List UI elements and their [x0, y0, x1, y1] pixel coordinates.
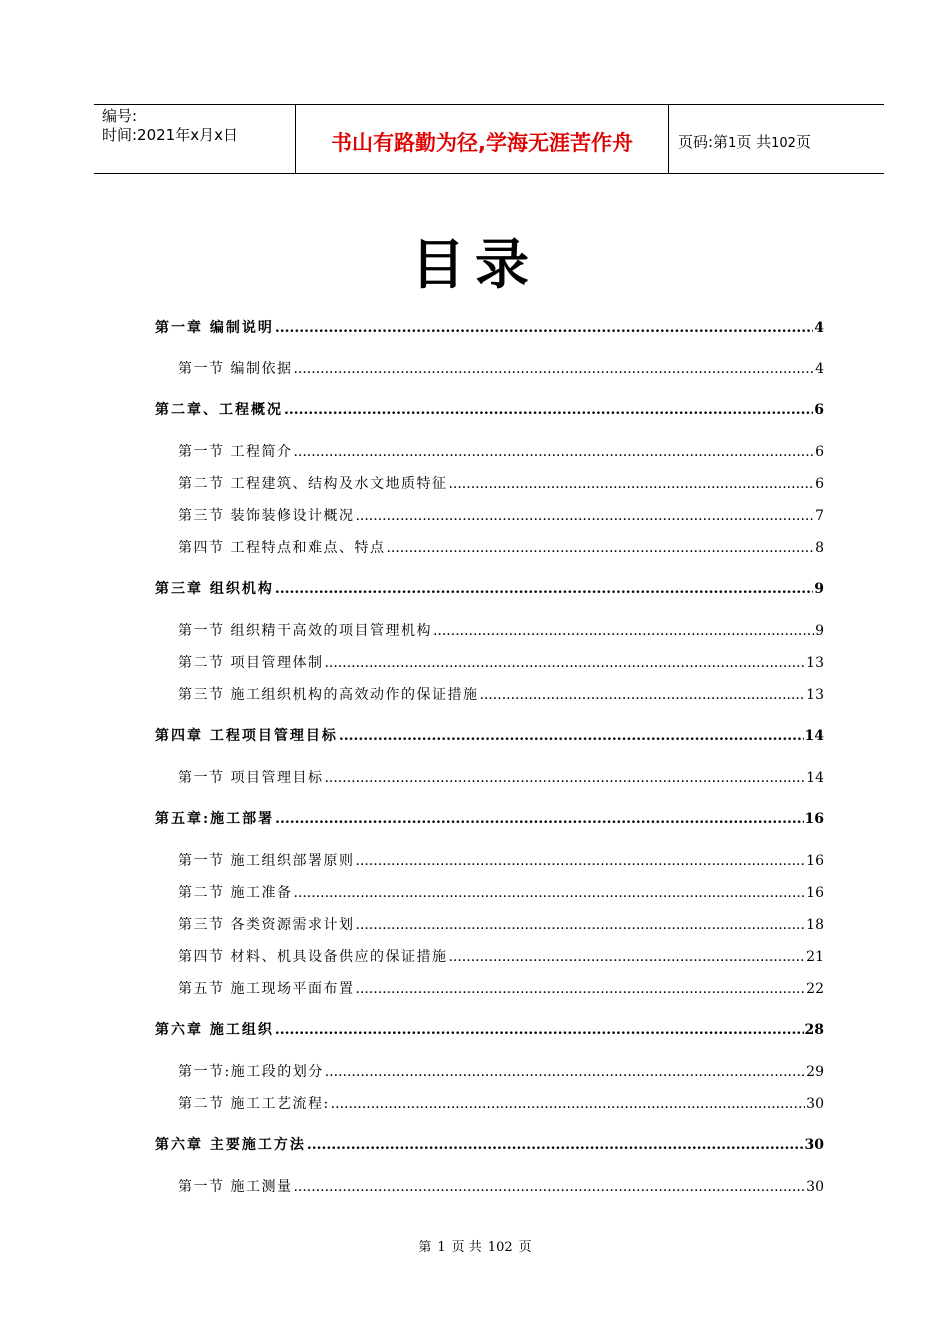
toc-section[interactable] — [178, 850, 824, 870]
toc-section[interactable] — [178, 978, 824, 998]
toc-leader-dots — [355, 917, 805, 933]
toc-leader-dots — [275, 581, 813, 597]
footer-mid: 页 共 — [451, 1240, 482, 1255]
toc-label: 第六章 施工组织 — [155, 1022, 274, 1038]
toc-chapter[interactable] — [155, 1134, 824, 1154]
toc-leader-dots — [448, 476, 814, 492]
header-page-prefix: 页码:第 — [678, 133, 729, 151]
toc-section[interactable] — [178, 1061, 824, 1081]
toc-page-number: 14 — [806, 770, 824, 786]
toc-section[interactable] — [178, 652, 824, 672]
toc-leader-dots — [331, 1096, 806, 1112]
toc-section[interactable] — [178, 914, 824, 934]
toc-page-number: 30 — [806, 1179, 824, 1195]
toc-label: 第五章:施工部署 — [155, 811, 275, 827]
toc-page-number: 4 — [815, 361, 824, 377]
toc-page-number: 9 — [814, 581, 824, 597]
toc-page-number: 22 — [806, 981, 824, 997]
toc-section[interactable] — [178, 473, 824, 493]
toc-page-number: 30 — [804, 1137, 824, 1153]
toc-label: 第一节 编制依据 — [178, 361, 293, 377]
toc-page-number: 18 — [806, 917, 824, 933]
toc-section[interactable] — [178, 684, 824, 704]
toc-label: 第五节 施工现场平面布置 — [178, 981, 355, 997]
toc-section[interactable] — [178, 767, 824, 787]
header-page-total: 102 — [771, 136, 796, 151]
toc-leader-dots — [284, 402, 813, 418]
footer-page-num: 1 — [437, 1240, 446, 1255]
toc-page-number: 16 — [806, 885, 824, 901]
toc-leader-dots — [293, 444, 814, 460]
toc-label: 第一节:施工段的划分 — [178, 1064, 324, 1080]
toc-label: 第三节 装饰装修设计概况 — [178, 508, 355, 524]
toc-label: 第二节 施工准备 — [178, 885, 293, 901]
toc-leader-dots — [293, 1179, 805, 1195]
toc-page-number: 28 — [804, 1022, 824, 1038]
toc-label: 第三节 各类资源需求计划 — [178, 917, 355, 933]
toc-leader-dots — [339, 728, 804, 744]
toc-page-number: 6 — [815, 476, 824, 492]
toc-page-number: 6 — [815, 444, 824, 460]
footer-page-total: 102 — [487, 1240, 513, 1255]
toc-label: 第四节 材料、机具设备供应的保证措施 — [178, 949, 448, 965]
toc-label: 第一节 组织精干高效的项目管理机构 — [178, 623, 432, 639]
toc-page-number: 13 — [806, 687, 824, 703]
header-motto: 书山有路勤为径,学海无涯苦作舟 — [331, 131, 633, 155]
toc-page-number: 6 — [814, 402, 824, 418]
toc-label: 第一节 项目管理目标 — [178, 770, 324, 786]
toc-label: 第四节 工程特点和难点、特点 — [178, 540, 386, 556]
header-divider-right — [668, 105, 669, 173]
toc-leader-dots — [433, 623, 814, 639]
toc-section[interactable] — [178, 1093, 824, 1113]
toc-leader-dots — [325, 1064, 805, 1080]
toc-page-number: 16 — [806, 853, 824, 869]
toc-page-number: 13 — [806, 655, 824, 671]
header-meta — [102, 107, 302, 145]
header-page-info — [678, 131, 811, 152]
doc-time-label: 时间:2021年x月x日 — [102, 126, 238, 144]
toc-page-number: 29 — [806, 1064, 824, 1080]
toc-leader-dots — [275, 1022, 804, 1038]
toc-label: 第三章 组织机构 — [155, 581, 274, 597]
header-page-suffix: 页 — [795, 133, 811, 151]
toc-leader-dots — [275, 320, 813, 336]
toc-page-number: 21 — [806, 949, 824, 965]
toc-leader-dots — [355, 853, 805, 869]
toc-page-number: 7 — [815, 508, 824, 524]
footer-prefix: 第 — [418, 1240, 432, 1255]
header-page-mid: 页 共 — [736, 133, 772, 151]
toc-label: 第二节 施工工艺流程: — [178, 1096, 330, 1112]
toc-label: 第四章 工程项目管理目标 — [155, 728, 338, 744]
toc-leader-dots — [386, 540, 814, 556]
footer-suffix: 页 — [518, 1240, 532, 1255]
toc-leader-dots — [324, 655, 805, 671]
toc-page-number: 14 — [804, 728, 824, 744]
toc-page-number: 4 — [814, 320, 824, 336]
toc-chapter[interactable] — [155, 399, 824, 419]
toc-section[interactable] — [178, 441, 824, 461]
toc-section[interactable] — [178, 537, 824, 557]
toc-chapter[interactable] — [155, 578, 824, 598]
toc-section[interactable] — [178, 946, 824, 966]
toc-chapter[interactable] — [155, 808, 824, 828]
toc-page-number: 9 — [815, 623, 824, 639]
toc-section[interactable] — [178, 620, 824, 640]
toc-section[interactable] — [178, 358, 824, 378]
toc-section[interactable] — [178, 1176, 824, 1196]
toc-label: 第六章 主要施工方法 — [155, 1137, 306, 1153]
toc-leader-dots — [275, 811, 803, 827]
doc-number-label: 编号: — [102, 107, 138, 125]
toc-leader-dots — [355, 508, 814, 524]
toc-section[interactable] — [178, 505, 824, 525]
toc-page-number: 30 — [806, 1096, 824, 1112]
toc-leader-dots — [479, 687, 805, 703]
toc-label: 第二节 项目管理体制 — [178, 655, 324, 671]
toc-chapter[interactable] — [155, 1019, 824, 1039]
toc-label: 第二章、工程概况 — [155, 402, 283, 418]
toc-chapter[interactable] — [155, 725, 824, 745]
toc-label: 第三节 施工组织机构的高效动作的保证措施 — [178, 687, 479, 703]
toc-label: 第二节 工程建筑、结构及水文地质特征 — [178, 476, 448, 492]
toc-leader-dots — [355, 981, 805, 997]
toc-leader-dots — [307, 1137, 804, 1153]
toc-leader-dots — [293, 361, 814, 377]
page-header — [94, 104, 884, 174]
toc-page-number: 16 — [804, 811, 824, 827]
page-title: 目录 — [411, 233, 539, 296]
toc-label: 第一节 施工组织部署原则 — [178, 853, 355, 869]
toc-page-number: 8 — [815, 540, 824, 556]
toc-leader-dots — [448, 949, 805, 965]
toc-label: 第一章 编制说明 — [155, 320, 274, 336]
toc-leader-dots — [324, 770, 805, 786]
toc-leader-dots — [293, 885, 805, 901]
toc-chapter[interactable] — [155, 317, 824, 337]
toc-label: 第一节 施工测量 — [178, 1179, 293, 1195]
toc-label: 第一节 工程简介 — [178, 444, 293, 460]
page-footer — [0, 1236, 950, 1255]
toc-section[interactable] — [178, 882, 824, 902]
header-page-num: 1 — [728, 136, 737, 151]
